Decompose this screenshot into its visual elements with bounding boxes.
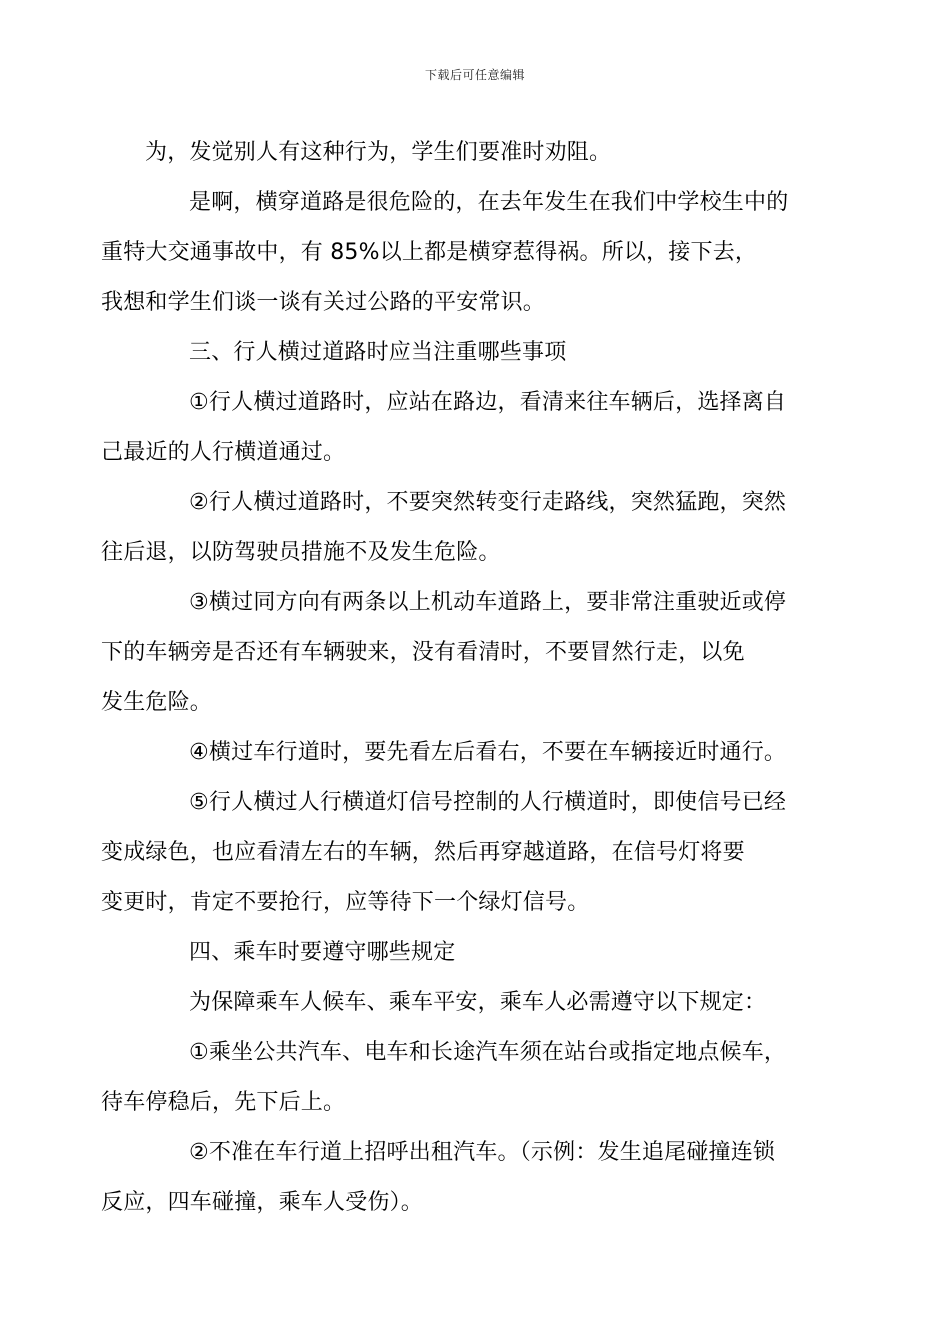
text-line: ⑤行人横过人行横道灯信号控制的人行横道时，即使信号已经 <box>189 790 787 815</box>
document-body <box>101 128 807 1228</box>
text-line: ③横过同方向有两条以上机动车道路上，要非常注重驶近或停 <box>189 590 787 615</box>
text-line: 变成绿色，也应看清左右的车辆，然后再穿越道路，在信号灯将要 <box>101 840 745 865</box>
list-item-4 <box>145 728 807 778</box>
text-line: 我想和学生们谈一谈有关过公路的平安常识。 <box>101 290 546 315</box>
paragraph-crossing-danger <box>101 178 807 328</box>
section-heading-four <box>145 928 807 978</box>
text-line: ②行人横过道路时，不要突然转变行走路线，突然猛跑，突然 <box>189 490 787 515</box>
text-line: 己最近的人行横道通过。 <box>101 440 346 465</box>
text-line: 为保障乘车人候车、乘车平安，乘车人必需遵守以下规定： <box>189 990 767 1015</box>
list-item-1 <box>101 378 807 478</box>
text-line: ②不准在车行道上招呼出租汽车。（示例：发生追尾碰撞连锁 <box>189 1140 776 1165</box>
text-line: 下的车辆旁是否还有车辆驶来，没有看清时，不要冒然行走，以免 <box>101 640 745 665</box>
text-line: 三、行人横过道路时应当注重哪些事项 <box>189 340 567 365</box>
text-line: 是啊，横穿道路是很危险的，在去年发生在我们中学校生中的 <box>189 190 789 215</box>
list-item-3 <box>101 578 807 728</box>
list-item-2 <box>101 478 807 578</box>
text-line: 往后退，以防驾驶员措施不及发生危险。 <box>101 540 501 565</box>
page-header: 下载后可任意编辑 <box>424 68 525 82</box>
paragraph-continuation <box>145 128 807 178</box>
text-line: ①行人横过道路时，应站在路边，看清来往车辆后，选择离自 <box>189 390 787 415</box>
text-line: 待车停稳后，先下后上。 <box>101 1090 346 1115</box>
paragraph-passenger-rules <box>145 978 807 1028</box>
section-heading-three <box>145 328 807 378</box>
list-item-5 <box>101 778 807 928</box>
text-line: 为，发觉别人有这种行为，学生们要准时劝阻。 <box>145 140 612 165</box>
text-line: 发生危险。 <box>101 690 213 715</box>
text-line: 反应，四车碰撞，乘车人受伤）。 <box>101 1190 424 1215</box>
text-line: ①乘坐公共汽车、电车和长途汽车须在站台或指定地点候车， <box>189 1040 787 1065</box>
text-line: 重特大交通事故中，有 85%以上都是横穿惹得祸。所以，接下去， <box>101 240 758 265</box>
text-line: ④横过车行道时，要先看左后看右，不要在车辆接近时通行。 <box>189 740 787 765</box>
text-line: 四、乘车时要遵守哪些规定 <box>189 940 456 965</box>
rule-item-1 <box>101 1028 807 1128</box>
text-line: 变更时，肯定不要抢行，应等待下一个绿灯信号。 <box>101 890 590 915</box>
rule-item-2 <box>101 1128 807 1228</box>
